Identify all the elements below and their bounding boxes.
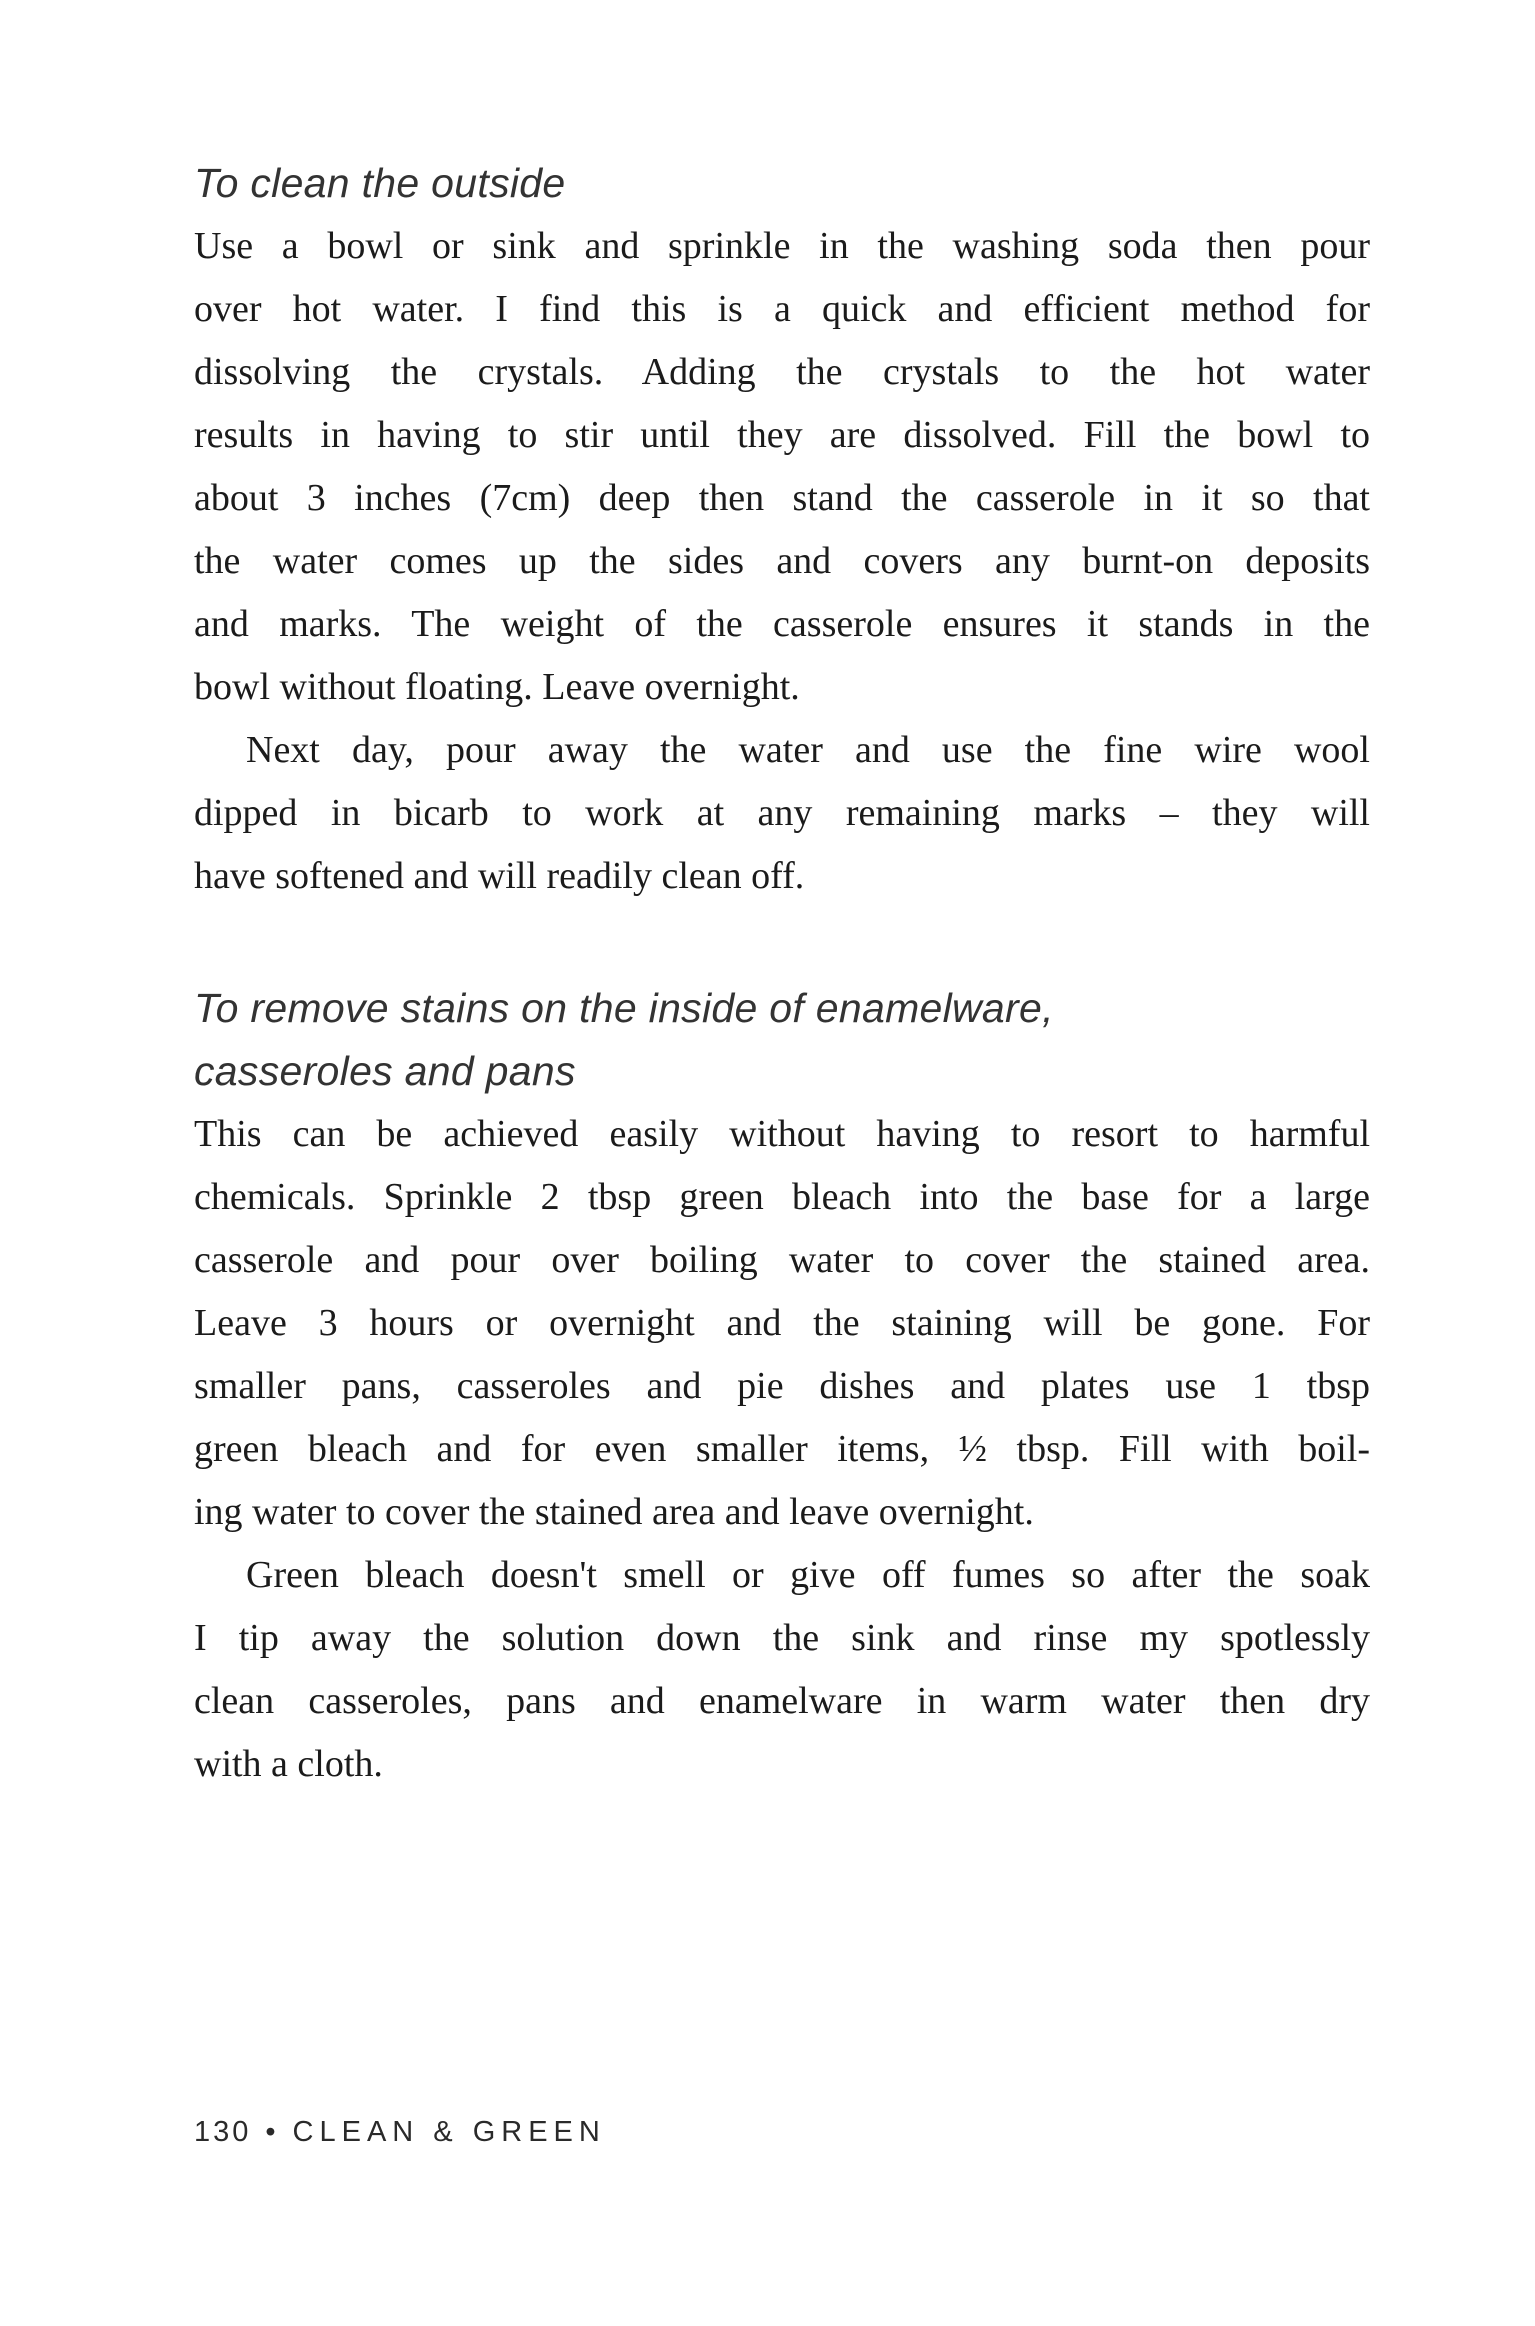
footer-separator-dot: • — [265, 2116, 279, 2148]
body-text-line: smaller pans, casseroles and pie dishes and plates use 1 tbsp — [194, 1365, 1370, 1407]
body-text-line: have softened and will readily clean off. — [194, 855, 805, 897]
body-text-line: Use a bowl or sink and sprinkle in the washing soda then pour — [194, 225, 1370, 267]
body-text-line: This can be achieved easily without having to resort to harmful — [194, 1113, 1370, 1155]
section-heading-line: To clean the outside — [194, 160, 566, 206]
body-text-line: results in having to stir until they are dissolved. Fill the bowl to — [194, 414, 1370, 456]
sections-root — [194, 152, 1370, 1796]
body-text-line: the water comes up the sides and covers any burnt-on deposits — [194, 540, 1370, 582]
text-column — [194, 0, 1370, 1796]
body-text-line: I tip away the solution down the sink and rinse my spotlessly — [194, 1617, 1370, 1659]
body-text-line: ing water to cover the stained area and leave overnight. — [194, 1491, 1034, 1533]
body-text-line: about 3 inches (7cm) deep then stand the casserole in it so that — [194, 477, 1370, 519]
section — [194, 152, 1370, 908]
section-gap — [194, 908, 1370, 977]
body-text-line: Green bleach doesn't smell or give off fumes so after the soak — [246, 1554, 1370, 1596]
page-footer — [194, 2116, 606, 2149]
section-heading-line: To remove stains on the inside of enamelware, — [194, 985, 1054, 1031]
body-text-line: over hot water. I find this is a quick and efficient method for — [194, 288, 1370, 330]
section — [194, 977, 1370, 1796]
body-text-line: clean casseroles, pans and enamelware in warm water then dry — [194, 1680, 1370, 1722]
body-text-line: Leave 3 hours or overnight and the staining will be gone. For — [194, 1302, 1370, 1344]
body-text-line: and marks. The weight of the casserole ensures it stands in the — [194, 603, 1370, 645]
body-text-line: dipped in bicarb to work at any remaining marks – they will — [194, 792, 1370, 834]
body-text-line: dissolving the crystals. Adding the crystals to the hot water — [194, 351, 1370, 393]
body-text-line: with a cloth. — [194, 1743, 383, 1785]
body-text-line: green bleach and for even smaller items, ½ tbsp. Fill with boil- — [194, 1428, 1370, 1470]
book-title: CLEAN & GREEN — [292, 2116, 606, 2148]
body-text-line: casserole and pour over boiling water to cover the stained area. — [194, 1239, 1370, 1281]
body-text-line: Next day, pour away the water and use the fine wire wool — [246, 729, 1370, 771]
top-margin — [194, 0, 1370, 152]
body-text-line: chemicals. Sprinkle 2 tbsp green bleach into the base for a large — [194, 1176, 1370, 1218]
body-text-line: bowl without floating. Leave overnight. — [194, 666, 800, 708]
page-number: 130 — [194, 2116, 252, 2148]
section-heading-line: casseroles and pans — [194, 1048, 576, 1094]
